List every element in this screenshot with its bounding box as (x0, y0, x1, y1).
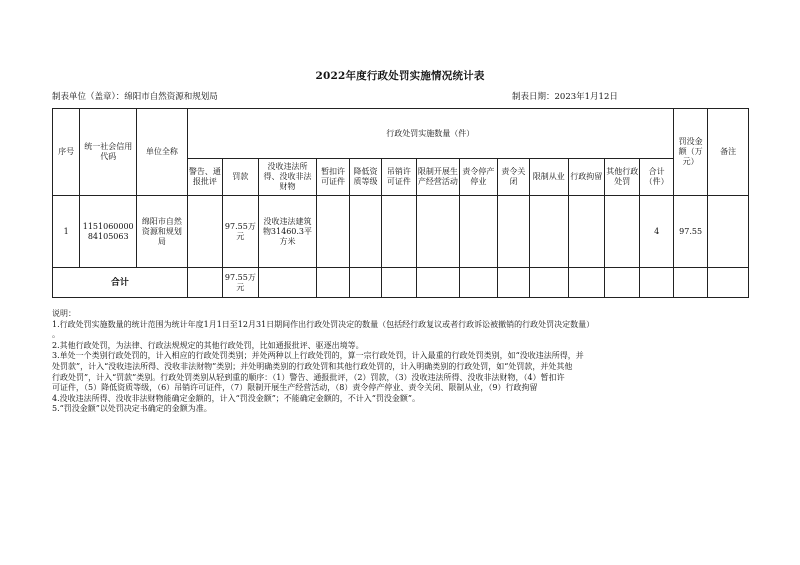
cell-order-stop (460, 196, 497, 268)
note-line: 5.“罚没金额”以处罚决定书确定的金额为准。 (52, 404, 212, 414)
summary-empty (530, 268, 568, 298)
cell-suspend-license (317, 196, 349, 268)
notes-section (52, 309, 752, 415)
col-header-detention: 行政拘留 (568, 159, 604, 196)
col-header-limit-production: 限制开展生产经营活动 (416, 159, 460, 196)
note-line: 。 (52, 330, 60, 340)
col-header-lower-qualification: 降低资质等级 (349, 159, 381, 196)
summary-empty (605, 268, 640, 298)
cell-credit-code: 115106000084105063 (80, 196, 137, 268)
cell-total: 4 (640, 196, 673, 268)
col-header-other: 其他行政处罚 (605, 159, 640, 196)
summary-empty (258, 268, 317, 298)
cell-limit-practice (530, 196, 568, 268)
col-header-suspend-license: 暂扣许可证件 (317, 159, 349, 196)
notes-heading: 说明： (52, 309, 76, 318)
col-header-total: 合计（件） (640, 159, 673, 196)
cell-unit-name: 绵阳市自然资源和规划局 (137, 196, 188, 268)
col-header-remark: 备注 (708, 109, 749, 196)
summary-empty (317, 268, 349, 298)
col-header-warning: 警告、通报批评 (187, 159, 222, 196)
summary-fine: 97.55万元 (223, 268, 258, 298)
note-line: 处罚款”，计入“没收违法所得、没收非法财物”类别；并处明确类别的行政处罚和其他行政处罚的，计入明确类别的行政处罚，如“处罚款，并处其他 (52, 361, 573, 371)
note-line: 行政处罚”，计入“罚款”类别。行政处罚类别从轻到重的顺序：（1）警告、通报批评，（2）罚款，（3）没收违法所得、没收非法财物，（4）暂扣许 (52, 372, 565, 382)
cell-detention (568, 196, 604, 268)
col-header-fine-amount: 罚没金额（万元） (673, 109, 707, 196)
note-line: 可证件，（5）降低资质等级，（6）吊销许可证件，（7）限制开展生产经营活动，（8）责令停产停业、责令关闭、限制从业，（9）行政拘留 (52, 383, 538, 393)
summary-label: 合计 (53, 268, 188, 298)
cell-warning (187, 196, 222, 268)
summary-row (53, 268, 749, 298)
col-header-order-stop: 责令停产停业 (460, 159, 497, 196)
table-row (53, 196, 749, 268)
col-header-order-close: 责令关闭 (497, 159, 529, 196)
note-line: 4.没收违法所得、没收非法财物能确定金额的，计入“罚没金额”；不能确定金额的，不计入“罚没金额”。 (52, 393, 420, 403)
summary-empty (708, 268, 749, 298)
col-header-penalty-count: 行政处罚实施数量（件） (187, 109, 673, 159)
summary-empty (673, 268, 707, 298)
cell-limit-production (416, 196, 460, 268)
summary-empty (640, 268, 673, 298)
summary-empty (568, 268, 604, 298)
issue-date: 制表日期：2023年1月12日 (512, 92, 618, 102)
col-header-revoke-license: 吊销许可证件 (382, 159, 416, 196)
cell-lower-qualification (349, 196, 381, 268)
cell-other (605, 196, 640, 268)
cell-amount: 97.55 (673, 196, 707, 268)
col-header-seq: 序号 (53, 109, 80, 196)
col-header-unit-name: 单位全称 (137, 109, 188, 196)
note-line: 3.单处一个类别行政处罚的，计入相应的行政处罚类别；并处两种以上行政处罚的，算一宗行政处罚，计入最重的行政处罚类别，如“没收违法所得，并 (52, 351, 584, 361)
summary-empty (497, 268, 529, 298)
note-line: 2.其他行政处罚，为法律、行政法规规定的其他行政处罚，比如通报批评、驱逐出境等。 (52, 340, 364, 350)
col-header-credit-code: 统一社会信用代码 (80, 109, 137, 196)
cell-seq: 1 (53, 196, 80, 268)
cell-confiscate: 没收违法建筑物31460.3平方米 (258, 196, 317, 268)
page-title: 2022年度行政处罚实施情况统计表 (315, 70, 485, 82)
summary-empty (416, 268, 460, 298)
summary-empty (349, 268, 381, 298)
cell-remark (708, 196, 749, 268)
note-line: 1.行政处罚实施数量的统计范围为统计年度1月1日至12月31日期间作出行政处罚决定的数量（包括经行政复议或者行政诉讼被撤销的行政处罚决定数量） (52, 319, 595, 329)
summary-empty (382, 268, 416, 298)
col-header-confiscate: 没收违法所得、没收非法财物 (258, 159, 317, 196)
issuing-unit: 制表单位（盖章）：绵阳市自然资源和规划局 (52, 92, 218, 102)
summary-warning (187, 268, 222, 298)
col-header-limit-practice: 限制从业 (530, 159, 568, 196)
cell-order-close (497, 196, 529, 268)
header-row (53, 109, 749, 159)
statistics-table (52, 108, 749, 298)
cell-fine: 97.55万元 (223, 196, 258, 268)
col-header-fine: 罚款 (223, 159, 258, 196)
summary-empty (460, 268, 497, 298)
cell-revoke-license (382, 196, 416, 268)
